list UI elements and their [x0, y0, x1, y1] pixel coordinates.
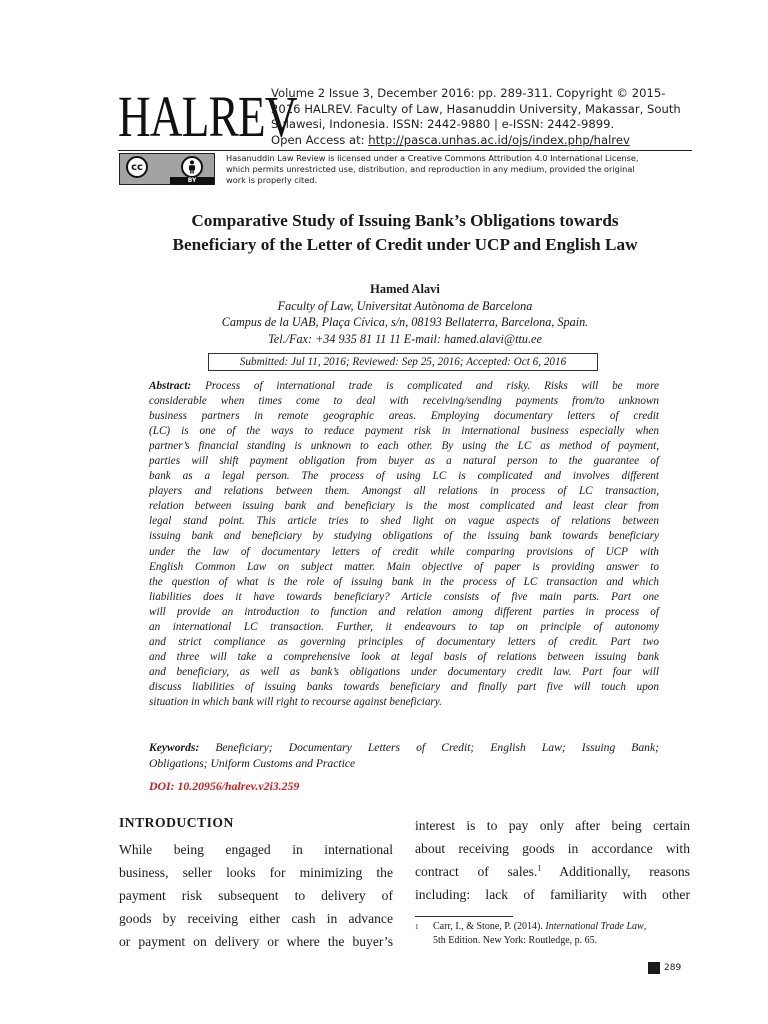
footnote-line: 5th Edition. New York: Routledge, p. 65.	[433, 935, 598, 946]
keywords-line	[149, 740, 659, 756]
page-number: 289	[664, 963, 682, 973]
body-line: payment risk subsequent to delivery of	[119, 888, 393, 904]
abstract-line: will provide an introduction to function and relation among different parties in process of	[149, 605, 659, 618]
abstract-text: Process of international trade is complicated and risky. Risks will be more	[205, 380, 659, 392]
license-notice	[226, 153, 692, 185]
journal-logo: HALREV	[118, 84, 297, 149]
license-line: Hasanuddin Law Review is licensed under a Creative Commons Attribution 4.0 International License,	[226, 153, 639, 163]
footnote-divider	[415, 916, 513, 917]
license-line: work is properly cited.	[226, 174, 318, 185]
keywords-label: Keywords:	[149, 741, 200, 754]
abstract-line: bank as a legal person. The process of using LC is complicated and involves different	[149, 470, 659, 483]
title-line: Beneficiary of the Letter of Credit under UCP and English Law	[172, 235, 638, 254]
author-affiliation	[108, 298, 702, 347]
submission-dates: Submitted: Jul 11, 2016; Reviewed: Sep 25, 2016; Accepted: Oct 6, 2016	[208, 353, 598, 371]
cc-icon: cc	[126, 156, 148, 178]
body-line	[415, 860, 690, 883]
abstract-line: and beneficiary, as well as bank’s obligations under documentary credit law. Part four will	[149, 665, 659, 678]
abstract-line: issuing bank and beneficiary by studying obligations of the issuing bank towards beneficiary	[149, 530, 659, 543]
keywords-text: Beneficiary; Documentary Letters of Credit; English Law; Issuing Bank;	[215, 741, 659, 754]
keywords-line: Obligations; Uniform Customs and Practice	[149, 756, 356, 770]
abstract-line: an international LC transaction. Further, it endeavours to tap on principle of autonomy	[149, 620, 659, 633]
section-heading: INTRODUCTION	[119, 815, 234, 830]
body-line: about receiving goods in accordance with	[415, 841, 690, 857]
affiliation-line: Tel./Fax: +34 935 81 11 11 E-mail: hamed.alavi@ttu.ee	[268, 331, 542, 346]
paper-title	[108, 209, 702, 257]
abstract-line: parties will shift payment obligation from buyer as a natural person to the guarantee of	[149, 455, 659, 468]
header-divider	[118, 150, 692, 151]
abstract-line: business partners in remote geographic areas. Employing documentary letters of credit	[149, 410, 659, 423]
creative-commons-badge[interactable]	[119, 153, 215, 185]
body-line: business, seller looks for minimizing the	[119, 865, 393, 881]
abstract-line: relation between issuing bank and beneficiary is the most complicated and least clear from	[149, 500, 659, 513]
journal-info	[271, 86, 691, 148]
journal-info-line: Sulawesi, Indonesia. ISSN: 2442-9880 | e-ISSN: 2442-9899.	[271, 117, 615, 131]
open-access-line	[271, 133, 691, 149]
journal-info-line: Volume 2 Issue 3, December 2016: pp. 289-311. Copyright © 2015-	[271, 86, 666, 100]
abstract-line: considerable when times come to deal with receiving/sending payments from/to unknown	[149, 395, 659, 408]
affiliation-line: Campus de la UAB, Plaça Cívica, s/n, 08193 Bellaterra, Barcelona, Spain.	[221, 315, 589, 330]
person-icon-glyph	[186, 160, 198, 174]
footnote-line: Carr, I., & Stone, P. (2014). International Trade Law,	[433, 921, 647, 932]
body-line: including: lack of familiarity with other	[415, 887, 690, 903]
footnote-book-title: International Trade Law	[545, 921, 644, 932]
abstract-line: legal stand point. This article tries to shed light on vague aspects of relations between	[149, 515, 659, 528]
abstract-line: situation in which bank will right to recourse against beneficiary.	[149, 695, 442, 708]
abstract-line: discuss liabilities of issuing banks towards beneficiary and finally part five will touch upon	[149, 680, 659, 693]
title-line: Comparative Study of Issuing Bank’s Obligations towards	[191, 211, 619, 230]
body-column-right	[415, 814, 690, 906]
footnote-ref[interactable]: 1	[537, 863, 542, 873]
body-text: contract of sales.	[415, 864, 538, 880]
doi-link[interactable]: DOI: 10.20956/halrev.v2i3.259	[149, 779, 300, 793]
body-line: While being engaged in international	[119, 842, 393, 857]
affiliation-line: Faculty of Law, Universitat Autònoma de Barcelona	[277, 299, 533, 313]
abstract-line: the question of what is the role of issuing bank in the process of LC transaction and which	[149, 575, 659, 588]
open-access-label: Open Access at:	[271, 132, 369, 147]
footnote-number: 1	[415, 923, 419, 931]
journal-info-line: 2016 HALREV. Faculty of Law, Hasanuddin University, Makassar, South	[271, 101, 681, 116]
abstract-line: liabilities does it have towards beneficiary? Article consists of five main parts. Part one	[149, 590, 659, 603]
body-line: goods by receiving either cash in advance	[119, 911, 393, 927]
abstract	[149, 379, 659, 710]
abstract-line: under the law of documentary letters of credit while comparing provisions of UCP with	[149, 545, 659, 558]
abstract-line	[149, 379, 659, 394]
abstract-line: players and relations between them. Amongst all relations in process of LC transaction,	[149, 485, 659, 498]
abstract-line: partner’s financial standing is unknown to each other. By using the LC as method of payment,	[149, 440, 659, 453]
body-column-left	[119, 838, 393, 953]
abstract-label: Abstract:	[149, 380, 192, 392]
by-label: BY	[170, 177, 214, 185]
body-line: or payment on delivery or where the buyer’s	[119, 934, 393, 950]
license-line: which permits unrestricted use, distribution, and reproduction in any medium, provided the original	[226, 163, 635, 174]
abstract-line: and strict compliance as governing principles of documentary letters of credit. Part two	[149, 635, 659, 648]
page-marker	[648, 962, 660, 974]
keywords	[149, 740, 659, 771]
body-text: Additionally, reasons	[541, 864, 690, 880]
open-access-link[interactable]: http://pasca.unhas.ac.id/ojs/index.php/halrev	[368, 132, 630, 147]
body-line: interest is to pay only after being certain	[415, 818, 690, 833]
abstract-line: English Common Law on subject matter. Main objective of paper is providing answer to	[149, 560, 659, 573]
abstract-line: (LC) is one of the ways to reduce payment risk in international business especially when	[149, 425, 659, 438]
abstract-line: and three will take a comprehensive look at legal basis of relations between issuing bank	[149, 650, 659, 663]
person-icon	[181, 156, 203, 178]
author-name: Hamed Alavi	[370, 282, 440, 296]
